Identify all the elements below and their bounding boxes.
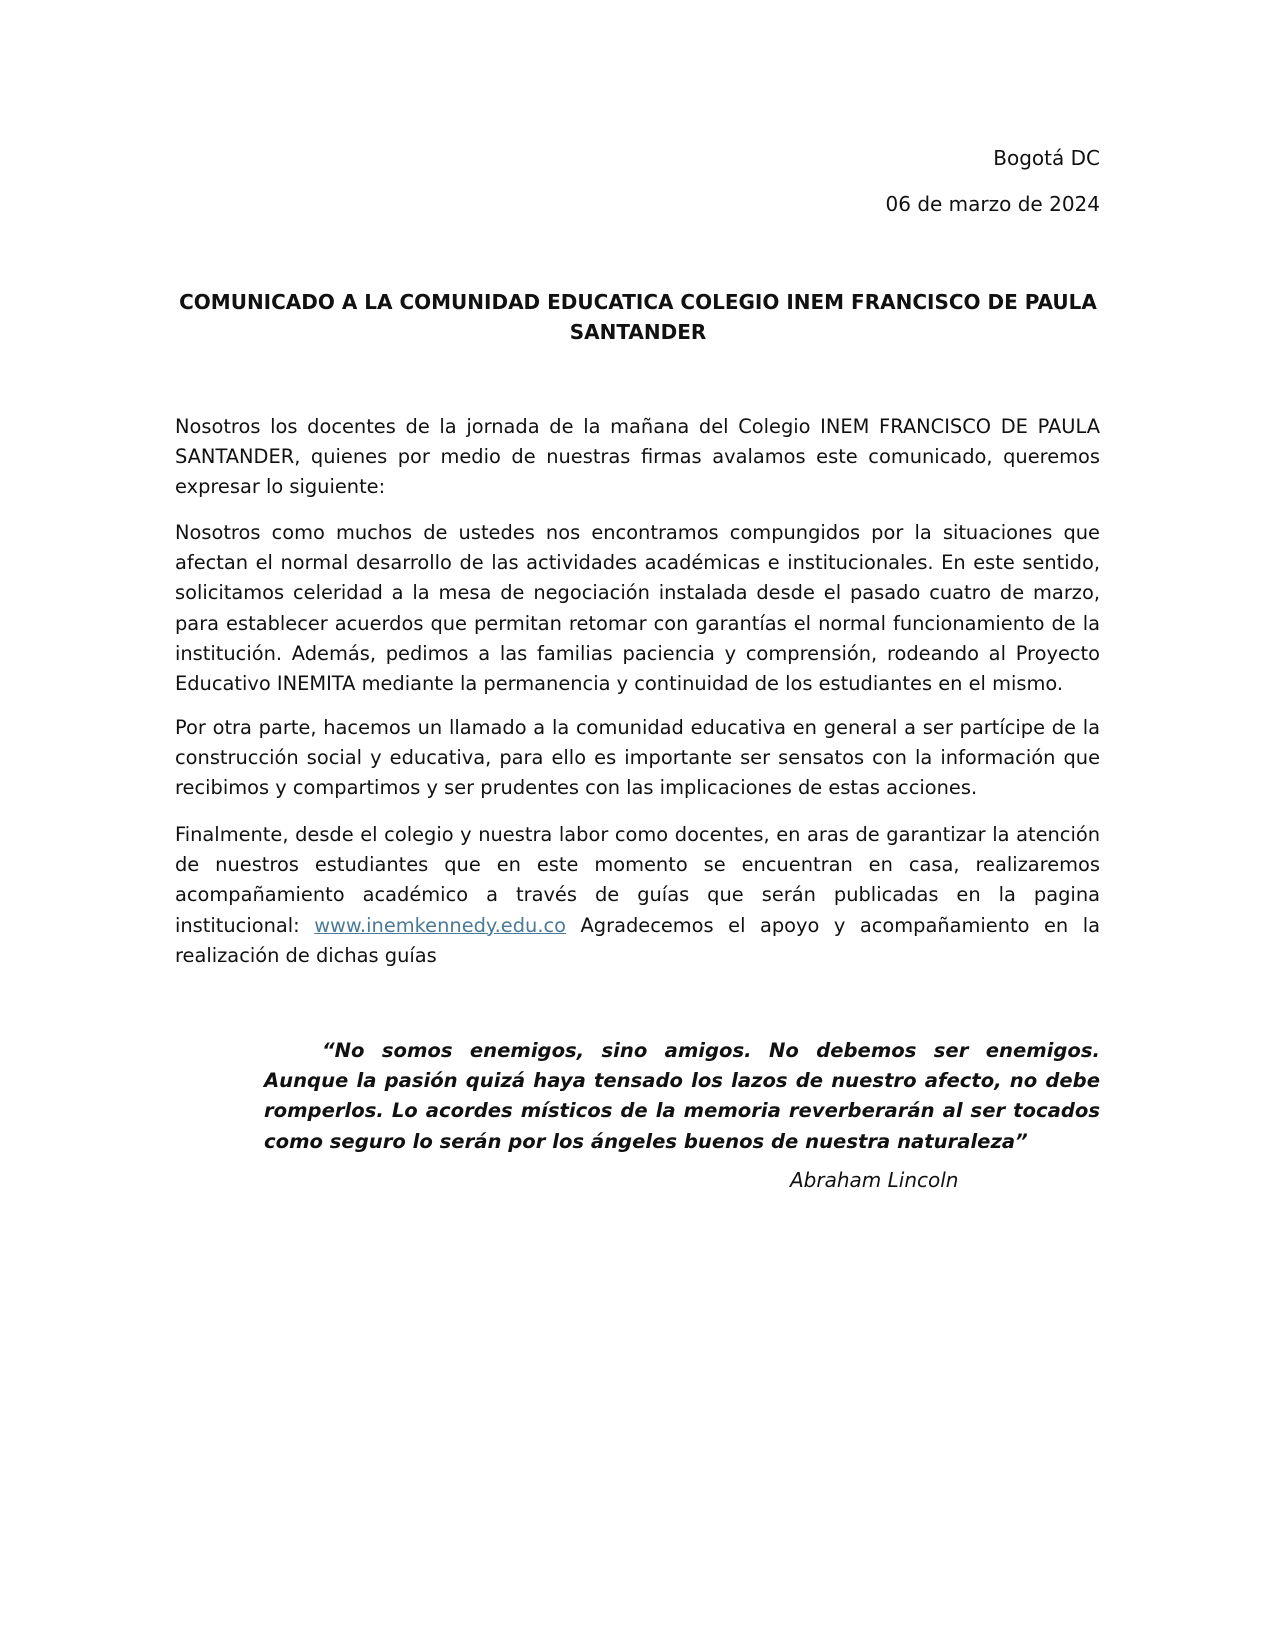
paragraph-academic-support [175, 820, 1100, 971]
paragraph-academic-support-closing: Agradecemos el apoyo y acompañamiento en la realización de dichas guías [175, 913, 1100, 967]
place-line: Bogotá DC [993, 146, 1100, 170]
quote-author: Abraham Lincoln [790, 1168, 959, 1192]
paragraph-call-to-community: Por otra parte, hacemos un llamado a la comunidad educativa en general a ser partícipe de la construcción social y educativa, para ello es importante ser sensatos con la información que recibimos y compartimos y ser prudentes con las implicaciones de estas acciones. [175, 716, 1100, 800]
paragraph-intro: Nosotros los docentes de la jornada de la mañana del Colegio INEM FRANCISCO DE PAULA SANTANDER, quienes por medio de nuestras firmas avalamos este comunicado, queremos expresar lo siguiente: [175, 415, 1100, 499]
lincoln-quote: “No somos enemigos, sino amigos. No debemos ser enemigos. Aunque la pasión quizá haya tensado los lazos de nuestro afecto, no debe romperlos. Lo acordes místicos de la memoria reverberarán al ser tocados como seguro lo serán por los ángeles buenos de nuestra naturaleza” [264, 1039, 1100, 1153]
document-title: COMUNICADO A LA COMUNIDAD EDUCATICA COLEGIO INEM FRANCISCO DE PAULA SANTANDER [179, 290, 1097, 344]
date-line: 06 de marzo de 2024 [885, 192, 1100, 216]
institutional-website-link[interactable]: www.inemkennedy.edu.co [314, 913, 567, 937]
paragraph-situation: Nosotros como muchos de ustedes nos encontramos compungidos por la situaciones que afectan el normal desarrollo de las actividades académicas e institucionales. En este sentido, solicitamos celeridad a la mesa de negociación instalada desde el pasado cuatro de marzo, para establecer acuerdos que permitan retomar con garantías el normal funcionamiento de la institución. Además, pedimos a las familias paciencia y comprensión, rodeando al Proyecto Educativo INEMITA mediante la permanencia y continuidad de los estudiantes en el mismo. [175, 521, 1100, 696]
paragraph-academic-support-text: Finalmente, desde el colegio y nuestra labor como docentes, en aras de garantizar la atención de nuestros estudiantes que en este momento se encuentran en casa, realizaremos acompañamiento académico a través de guías que serán publicadas en la pagina institucional: [175, 823, 1100, 937]
